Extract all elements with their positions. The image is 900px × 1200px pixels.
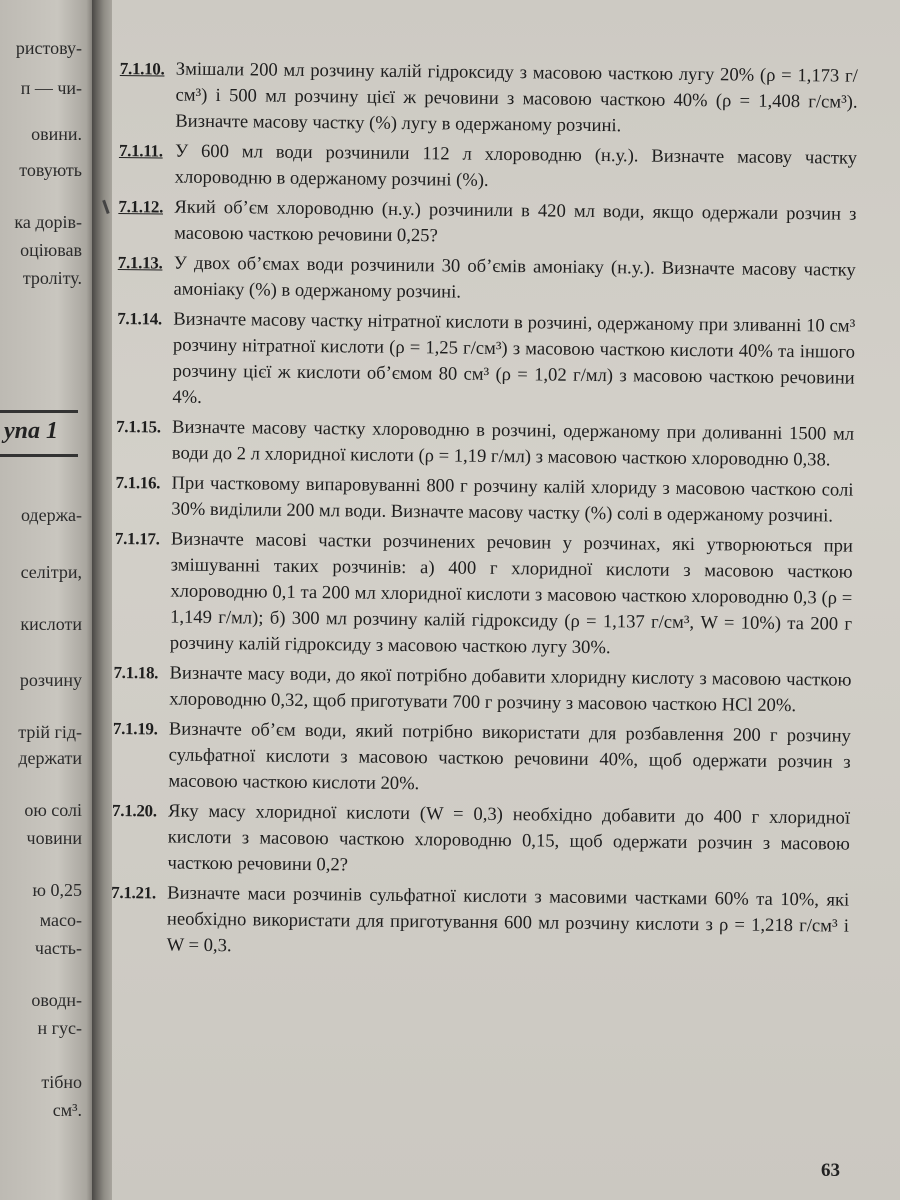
- problem-item: [119, 138, 858, 198]
- group-bottom-rule: [0, 454, 78, 457]
- problem-text: Який об’єм хлороводню (н.у.) розчинили в 420 мл води, якщо одержали розчин з масовою часткою речовини 0,25?: [174, 196, 857, 247]
- problem-item: [113, 660, 852, 720]
- left-page-fragment: човини: [26, 828, 82, 848]
- problem-item: [117, 250, 856, 310]
- left-page-fragment: троліту.: [22, 268, 82, 288]
- problem-text: Визначте масові частки розчинених речовин у розчинах, які утворюються при змішуванні таких розчинів: а) 400 г хлоридної кислоти з масовою часткою хлороводню 0,1 та 200 мл хлоридної кислоти з масовою часткою хлороводню 0,3 (ρ = 1,149 г/мл); б) 300 мл розчину калій гідроксиду (ρ = 1,137 г/см³, W = 10%) та 200 г розчину калій гідроксиду з масовою часткою лугу 30%.: [169, 528, 854, 659]
- problem-item: [111, 880, 850, 966]
- problem-number: 7.1.11.: [118, 140, 163, 161]
- group-top-rule: [0, 410, 78, 413]
- problem-number: 7.1.18.: [113, 662, 159, 683]
- left-page-fragment: ристову-: [15, 38, 82, 58]
- problem-text: У двох об’ємах води розчинили 30 об’ємів амоніаку (н.у.). Визначте масову частку амоніаку (%) в одержаному розчині.: [173, 252, 856, 303]
- left-page-fragment: см³.: [52, 1100, 82, 1120]
- left-page-fragment: селітри,: [20, 562, 82, 582]
- problem-text: Визначте масову частку нітратної кислоти в розчині, одержаному при зливанні 10 см³ розчину нітратної кислоти (ρ = 1,25 г/см³) з масовою часткою кислоти 40% та іншого розчину цієї ж кислоти об’ємом 80 см³ (ρ = 1,02 г/мл) з масовою часткою речовини 4%.: [172, 308, 856, 408]
- problem-item: [112, 716, 851, 802]
- left-page-fragment: розчину: [19, 670, 82, 690]
- left-page-fragment: держати: [18, 748, 82, 768]
- problem-item: [111, 798, 850, 884]
- left-page-fragment: трій гід-: [18, 722, 82, 742]
- problem-item: [116, 306, 855, 418]
- book-page: [112, 0, 900, 1200]
- problem-text: Визначте масову частку хлороводню в розчині, одержаному при доливанні 1500 мл води до 2 л хлоридної кислоти (ρ = 1,19 г/мл) з масовою часткою хлороводню 0,38.: [171, 416, 855, 471]
- left-page-fragment: ю 0,25: [32, 880, 82, 900]
- problem-text: У 600 мл води розчинили 112 л хлороводню (н.у.). Визначте масову частку хлороводню в одержаному розчині (%).: [174, 140, 858, 191]
- group-label: упа 1: [4, 418, 58, 444]
- left-page-fragment: овини.: [31, 124, 82, 144]
- problem-text: Яку масу хлоридної кислоти (W = 0,3) необхідно добавити до 400 г хлоридної кислоти з масовою часткою хлороводню 0,15, щоб одержати розчин з масовою часткою речовини 0,2?: [167, 800, 851, 876]
- problem-item: [118, 194, 857, 254]
- left-page-fragment: ка дорів-: [14, 212, 82, 232]
- left-page-fragment: часть-: [34, 938, 82, 958]
- problem-number: 7.1.17.: [114, 528, 160, 549]
- problem-number: 7.1.15.: [116, 416, 161, 437]
- left-page-fragment: масо-: [39, 910, 82, 930]
- problem-text: При частковому випаровуванні 800 г розчину калій хлориду з масовою часткою солі 30% виділили 200 мл води. Визначте масову частку (%) солі в одержаному розчині.: [171, 472, 854, 527]
- left-page-fragment: оціював: [20, 240, 82, 260]
- problem-number: 7.1.21.: [111, 882, 156, 903]
- problem-number: 7.1.13.: [117, 252, 163, 273]
- left-page-fragment: товують: [19, 160, 82, 180]
- problem-number: 7.1.10.: [119, 58, 165, 79]
- problem-item: [119, 56, 858, 142]
- left-page-fragment: ою солі: [24, 800, 82, 820]
- left-page-fragment: н гус-: [37, 1018, 82, 1038]
- problem-list: [111, 56, 858, 970]
- problem-text: Визначте масу води, до якої потрібно добавити хлоридну кислоту з масовою часткою хлороводню 0,32, щоб приготувати 700 г розчину з масовою часткою HCl 20%.: [169, 662, 852, 717]
- left-page-fragment: оводн-: [31, 990, 82, 1010]
- problem-number: 7.1.16.: [115, 472, 161, 493]
- left-facing-page: [0, 0, 96, 1200]
- problem-item: [116, 414, 855, 474]
- left-page-fragment: кислоти: [20, 614, 82, 634]
- left-page-fragment: тібно: [41, 1072, 82, 1092]
- left-page-fragment: п — чи-: [20, 78, 82, 98]
- problem-number: 7.1.19.: [112, 718, 158, 739]
- left-page-fragment: одержа-: [20, 505, 82, 525]
- problem-item: [115, 470, 854, 530]
- problem-text: Визначте маси розчинів сульфатної кислоти з масовими частками 60% та 10%, які необхідно використати для приготування 600 мл розчину кислоти з ρ = 1,218 г/см³ і W = 0,3.: [166, 882, 850, 957]
- problem-number: 7.1.14.: [117, 308, 163, 329]
- problem-item: [114, 526, 853, 664]
- problem-text: Змішали 200 мл розчину калій гідроксиду з масовою часткою лугу 20% (ρ = 1,173 г/см³) і 500 мл розчину цієї ж речовини з масовою часткою 40% (ρ = 1,408 г/см³). Визначте масову частку (%) лугу в одержаному розчині.: [175, 58, 858, 137]
- problem-text: Визначте об’єм води, який потрібно використати для розбавлення 200 г розчину сульфатної кислоти з масовою часткою речовини 40%, щоб одержати розчин з масовою часткою кислоти 20%.: [168, 718, 852, 795]
- page-number: 63: [821, 1160, 840, 1181]
- problem-number: 7.1.20.: [111, 800, 157, 821]
- problem-number: 7.1.12.: [118, 196, 164, 217]
